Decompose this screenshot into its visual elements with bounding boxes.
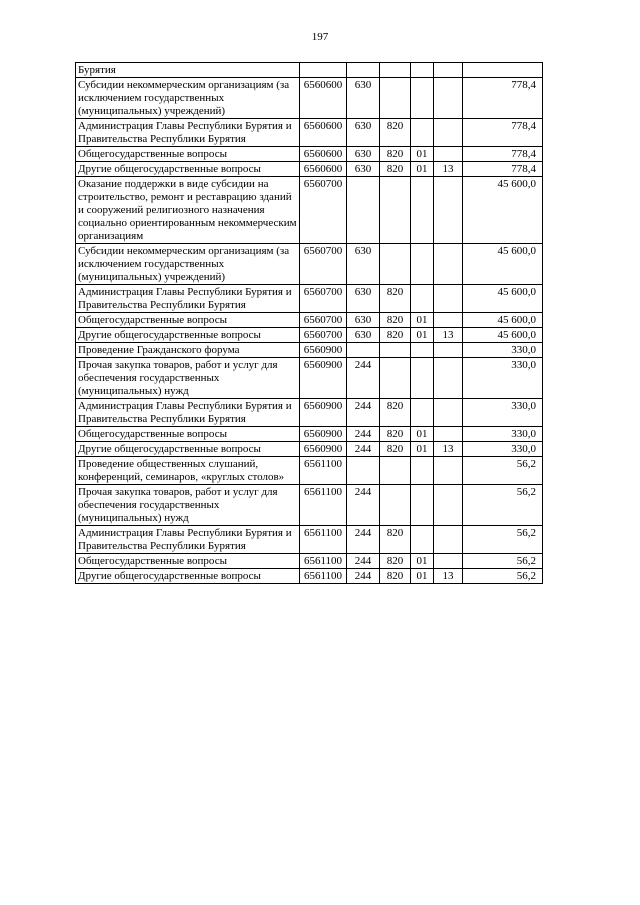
target-article-code-cell: 6561100 <box>300 457 347 485</box>
subsection-code-cell <box>434 554 463 569</box>
amount-cell: 778,4 <box>463 147 543 162</box>
expense-type-code-cell <box>347 457 380 485</box>
subsection-code-cell <box>434 147 463 162</box>
administrator-code-cell <box>380 244 411 285</box>
administrator-code-cell: 820 <box>380 554 411 569</box>
section-code-cell: 01 <box>411 569 434 584</box>
row-name-cell: Общегосударственные вопросы <box>76 313 300 328</box>
subsection-code-cell: 13 <box>434 569 463 584</box>
amount-cell: 778,4 <box>463 119 543 147</box>
amount-cell: 56,2 <box>463 526 543 554</box>
page-number: 197 <box>311 31 329 43</box>
subsection-code-cell: 13 <box>434 442 463 457</box>
budget-table <box>75 62 543 584</box>
expense-type-code-cell <box>347 343 380 358</box>
section-code-cell <box>411 343 434 358</box>
expense-type-code-cell: 630 <box>347 119 380 147</box>
expense-type-code-cell: 630 <box>347 78 380 119</box>
table-row <box>76 147 543 162</box>
amount-cell: 56,2 <box>463 569 543 584</box>
expense-type-code-cell: 244 <box>347 358 380 399</box>
subsection-code-cell <box>434 244 463 285</box>
section-code-cell: 01 <box>411 313 434 328</box>
administrator-code-cell: 820 <box>380 526 411 554</box>
section-code-cell: 01 <box>411 147 434 162</box>
amount-cell: 330,0 <box>463 399 543 427</box>
subsection-code-cell: 13 <box>434 328 463 343</box>
table-row <box>76 457 543 485</box>
amount-cell: 778,4 <box>463 78 543 119</box>
section-code-cell <box>411 526 434 554</box>
amount-cell: 45 600,0 <box>463 177 543 244</box>
administrator-code-cell: 820 <box>380 399 411 427</box>
row-name-cell: Администрация Главы Республики Бурятия и Правительства Республики Бурятия <box>76 119 300 147</box>
amount-cell <box>463 63 543 78</box>
row-name-cell: Другие общегосударственные вопросы <box>76 442 300 457</box>
expense-type-code-cell: 630 <box>347 162 380 177</box>
section-code-cell <box>411 119 434 147</box>
target-article-code-cell <box>300 63 347 78</box>
amount-cell: 330,0 <box>463 442 543 457</box>
subsection-code-cell <box>434 427 463 442</box>
table-row <box>76 285 543 313</box>
row-name-cell: Проведение Гражданского форума <box>76 343 300 358</box>
section-code-cell <box>411 177 434 244</box>
amount-cell: 45 600,0 <box>463 244 543 285</box>
subsection-code-cell: 13 <box>434 162 463 177</box>
table-row <box>76 569 543 584</box>
administrator-code-cell: 820 <box>380 285 411 313</box>
table-row <box>76 328 543 343</box>
expense-type-code-cell: 244 <box>347 526 380 554</box>
administrator-code-cell <box>380 63 411 78</box>
section-code-cell <box>411 485 434 526</box>
administrator-code-cell <box>380 78 411 119</box>
amount-cell: 330,0 <box>463 427 543 442</box>
target-article-code-cell: 6560700 <box>300 244 347 285</box>
administrator-code-cell: 820 <box>380 328 411 343</box>
expense-type-code-cell: 630 <box>347 244 380 285</box>
expense-type-code-cell <box>347 63 380 78</box>
expense-type-code-cell: 244 <box>347 427 380 442</box>
subsection-code-cell <box>434 78 463 119</box>
section-code-cell: 01 <box>411 427 434 442</box>
row-name-cell: Общегосударственные вопросы <box>76 147 300 162</box>
target-article-code-cell: 6561100 <box>300 485 347 526</box>
row-name-cell: Прочая закупка товаров, работ и услуг для обеспечения государственных (муниципальных) нужд <box>76 485 300 526</box>
target-article-code-cell: 6560900 <box>300 442 347 457</box>
target-article-code-cell: 6561100 <box>300 526 347 554</box>
target-article-code-cell: 6560600 <box>300 119 347 147</box>
subsection-code-cell <box>434 177 463 244</box>
target-article-code-cell: 6560900 <box>300 427 347 442</box>
section-code-cell <box>411 399 434 427</box>
target-article-code-cell: 6560900 <box>300 399 347 427</box>
section-code-cell <box>411 244 434 285</box>
table-row <box>76 526 543 554</box>
row-name-cell: Администрация Главы Республики Бурятия и Правительства Республики Бурятия <box>76 399 300 427</box>
target-article-code-cell: 6560600 <box>300 78 347 119</box>
section-code-cell: 01 <box>411 554 434 569</box>
subsection-code-cell <box>434 358 463 399</box>
amount-cell: 45 600,0 <box>463 285 543 313</box>
amount-cell: 56,2 <box>463 485 543 526</box>
row-name-cell: Администрация Главы Республики Бурятия и Правительства Республики Бурятия <box>76 526 300 554</box>
expense-type-code-cell: 630 <box>347 285 380 313</box>
administrator-code-cell <box>380 177 411 244</box>
row-name-cell: Общегосударственные вопросы <box>76 427 300 442</box>
row-name-cell: Оказание поддержки в виде субсидии на строительство, ремонт и реставрацию зданий и сооружений религиозного назначения социально ориентированным некоммерческим организациям <box>76 177 300 244</box>
table-row <box>76 442 543 457</box>
target-article-code-cell: 6560600 <box>300 162 347 177</box>
table-row <box>76 358 543 399</box>
amount-cell: 56,2 <box>463 457 543 485</box>
administrator-code-cell: 820 <box>380 147 411 162</box>
section-code-cell <box>411 285 434 313</box>
section-code-cell <box>411 457 434 485</box>
expense-type-code-cell: 244 <box>347 554 380 569</box>
row-name-cell: Субсидии некоммерческим организациям (за исключением государственных (муниципальных) учреждений) <box>76 244 300 285</box>
expense-type-code-cell: 244 <box>347 399 380 427</box>
row-name-cell: Бурятия <box>76 63 300 78</box>
administrator-code-cell <box>380 358 411 399</box>
administrator-code-cell <box>380 457 411 485</box>
expense-type-code-cell: 630 <box>347 147 380 162</box>
amount-cell: 56,2 <box>463 554 543 569</box>
target-article-code-cell: 6560900 <box>300 358 347 399</box>
section-code-cell: 01 <box>411 328 434 343</box>
subsection-code-cell <box>434 399 463 427</box>
row-name-cell: Проведение общественных слушаний, конференций, семинаров, «круглых столов» <box>76 457 300 485</box>
expense-type-code-cell: 244 <box>347 569 380 584</box>
administrator-code-cell: 820 <box>380 427 411 442</box>
target-article-code-cell: 6560700 <box>300 328 347 343</box>
subsection-code-cell <box>434 119 463 147</box>
target-article-code-cell: 6560900 <box>300 343 347 358</box>
amount-cell: 330,0 <box>463 358 543 399</box>
administrator-code-cell: 820 <box>380 162 411 177</box>
budget-table-body <box>76 63 543 584</box>
amount-cell: 45 600,0 <box>463 313 543 328</box>
subsection-code-cell <box>434 457 463 485</box>
administrator-code-cell: 820 <box>380 569 411 584</box>
table-row <box>76 343 543 358</box>
table-row <box>76 63 543 78</box>
subsection-code-cell <box>434 343 463 358</box>
table-row <box>76 244 543 285</box>
expense-type-code-cell: 244 <box>347 485 380 526</box>
expense-type-code-cell <box>347 177 380 244</box>
table-row <box>76 427 543 442</box>
table-row <box>76 162 543 177</box>
amount-cell: 45 600,0 <box>463 328 543 343</box>
table-row <box>76 119 543 147</box>
subsection-code-cell <box>434 313 463 328</box>
subsection-code-cell <box>434 485 463 526</box>
amount-cell: 330,0 <box>463 343 543 358</box>
subsection-code-cell <box>434 63 463 78</box>
expense-type-code-cell: 630 <box>347 313 380 328</box>
row-name-cell: Субсидии некоммерческим организациям (за исключением государственных (муниципальных) учреждений) <box>76 78 300 119</box>
row-name-cell: Администрация Главы Республики Бурятия и Правительства Республики Бурятия <box>76 285 300 313</box>
table-row <box>76 313 543 328</box>
amount-cell: 778,4 <box>463 162 543 177</box>
administrator-code-cell <box>380 485 411 526</box>
subsection-code-cell <box>434 285 463 313</box>
row-name-cell: Общегосударственные вопросы <box>76 554 300 569</box>
target-article-code-cell: 6560700 <box>300 177 347 244</box>
target-article-code-cell: 6560700 <box>300 313 347 328</box>
target-article-code-cell: 6561100 <box>300 554 347 569</box>
subsection-code-cell <box>434 526 463 554</box>
administrator-code-cell <box>380 343 411 358</box>
administrator-code-cell: 820 <box>380 119 411 147</box>
row-name-cell: Прочая закупка товаров, работ и услуг для обеспечения государственных (муниципальных) нужд <box>76 358 300 399</box>
expense-type-code-cell: 630 <box>347 328 380 343</box>
table-row <box>76 177 543 244</box>
table-row <box>76 78 543 119</box>
row-name-cell: Другие общегосударственные вопросы <box>76 328 300 343</box>
table-row <box>76 399 543 427</box>
section-code-cell <box>411 63 434 78</box>
row-name-cell: Другие общегосударственные вопросы <box>76 162 300 177</box>
section-code-cell <box>411 358 434 399</box>
target-article-code-cell: 6560600 <box>300 147 347 162</box>
expense-type-code-cell: 244 <box>347 442 380 457</box>
target-article-code-cell: 6561100 <box>300 569 347 584</box>
administrator-code-cell: 820 <box>380 442 411 457</box>
target-article-code-cell: 6560700 <box>300 285 347 313</box>
section-code-cell: 01 <box>411 442 434 457</box>
table-row <box>76 485 543 526</box>
row-name-cell: Другие общегосударственные вопросы <box>76 569 300 584</box>
section-code-cell <box>411 78 434 119</box>
administrator-code-cell: 820 <box>380 313 411 328</box>
section-code-cell: 01 <box>411 162 434 177</box>
table-row <box>76 554 543 569</box>
